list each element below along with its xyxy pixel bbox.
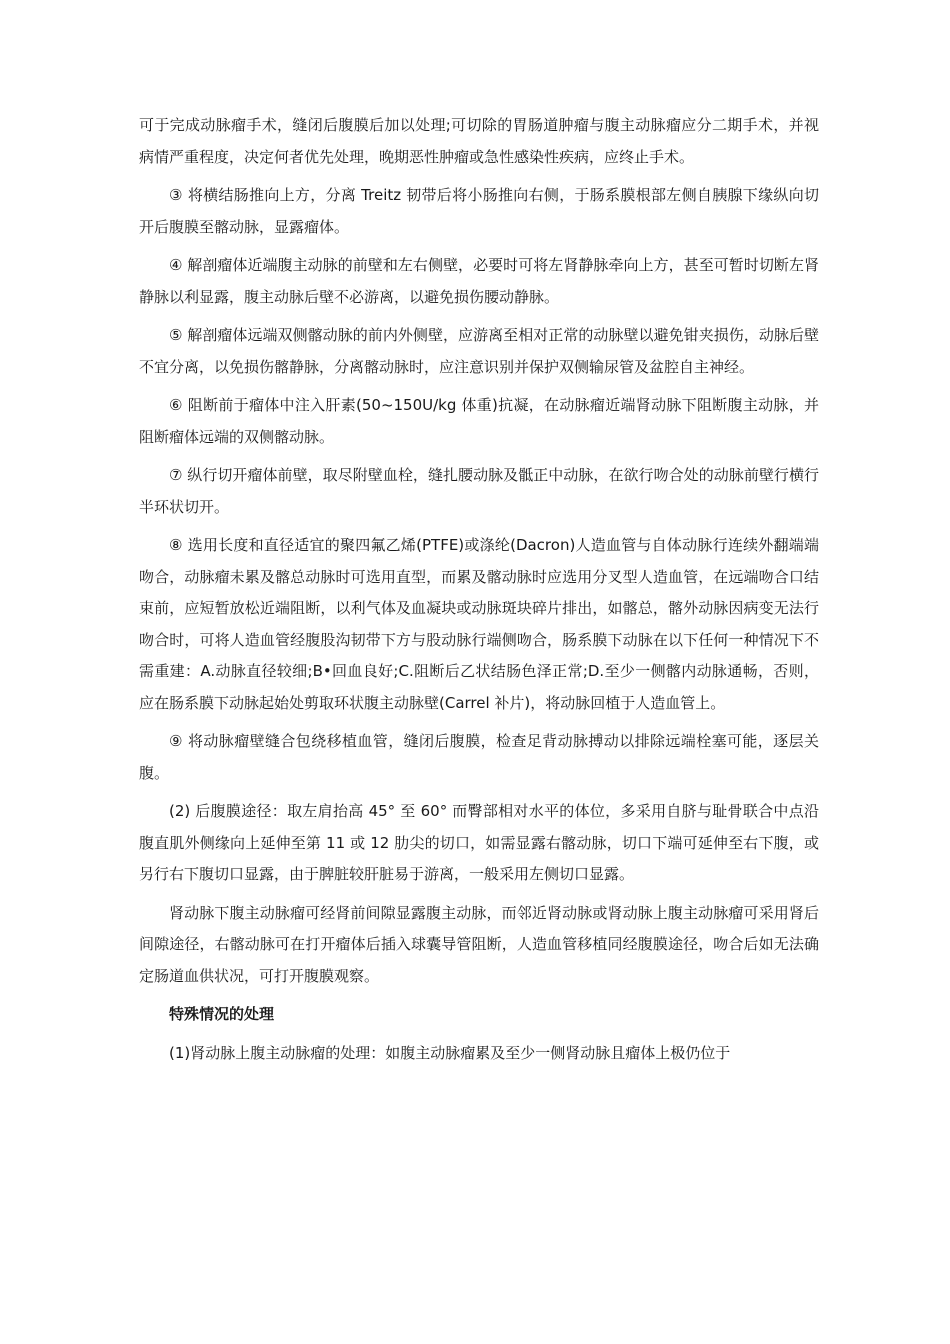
document-page	[139, 110, 819, 1076]
paragraph-step-3: ③ 将横结肠推向上方，分离 Treitz 韧带后将小肠推向右侧，于肠系膜根部左侧自胰腺下缘纵向切开后腹膜至髂动脉，显露瘤体。	[139, 186, 819, 236]
paragraph-step-9: ⑨ 将动脉瘤壁缝合包绕移植血管，缝闭后腹膜，检查足背动脉搏动以排除远端栓塞可能，逐层关腹。	[139, 732, 819, 782]
paragraph-step-8: ⑧ 选用长度和直径适宜的聚四氟乙烯(PTFE)或涤纶(Dacron)人造血管与自体动脉行连续外翻端端吻合，动脉瘤未累及髂总动脉时可选用直型，而累及髂动脉时应选用分叉型人造血管，在远端吻合口结束前，应短暂放松近端阻断，以利气体及血凝块或动脉斑块碎片排出，如髂总，髂外动脉因病变无法行吻合时，可将人造血管经腹股沟韧带下方与股动脉行端侧吻合，肠系膜下动脉在以下任何一种情况下不需重建：A.动脉直径较细;B•回血良好;C.阻断后乙状结肠色泽正常;D.至少一侧髂内动脉通畅，否则，应在肠系膜下动脉起始处剪取环状腹主动脉壁(Carrel 补片)，将动脉回植于人造血管上。	[139, 536, 819, 712]
paragraph-step-7: ⑦ 纵行切开瘤体前壁，取尽附壁血栓，缝扎腰动脉及骶正中动脉，在欲行吻合处的动脉前壁行横行半环状切开。	[139, 466, 819, 516]
paragraph-retroperitoneal: (2) 后腹膜途径：取左肩抬高 45° 至 60° 而臀部相对水平的体位，多采用自脐与耻骨联合中点沿腹直肌外侧缘向上延伸至第 11 或 12 肋尖的切口，如需显露右髂动脉，切口下端可延伸至右下腹，或另行右下腹切口显露，由于脾脏较肝脏易于游离，一般采用左侧切口显露。	[139, 802, 819, 883]
paragraph-renal-approach: 肾动脉下腹主动脉瘤可经肾前间隙显露腹主动脉，而邻近肾动脉或肾动脉上腹主动脉瘤可采用肾后间隙途径，右髂动脉可在打开瘤体后插入球囊导管阻断，人造血管移植同经腹膜途径，吻合后如无法确定肠道血供状况，可打开腹膜观察。	[139, 903, 819, 985]
paragraph-step-5: ⑤ 解剖瘤体远端双侧髂动脉的前内外侧壁，应游离至相对正常的动脉壁以避免钳夹损伤，动脉后壁不宜分离，以免损伤髂静脉，分离髂动脉时，应注意识别并保护双侧输尿管及盆腔自主神经。	[139, 326, 819, 376]
paragraph-step-6: ⑥ 阻断前于瘤体中注入肝素(50~150U/kg 体重)抗凝，在动脉瘤近端肾动脉下阻断腹主动脉，并阻断瘤体远端的双侧髂动脉。	[139, 396, 819, 446]
paragraph-intro: 可于完成动脉瘤手术，缝闭后腹膜后加以处理;可切除的胃肠道肿瘤与腹主动脉瘤应分二期手术，并视病情严重程度，决定何者优先处理，晚期恶性肿瘤或急性感染性疾病，应终止手术。	[139, 116, 819, 166]
section-heading: 特殊情况的处理	[169, 1005, 275, 1023]
paragraph-step-4: ④ 解剖瘤体近端腹主动脉的前壁和左右侧壁，必要时可将左肾静脉牵向上方，甚至可暂时切断左肾静脉以利显露，腹主动脉后壁不必游离，以避免损伤腰动静脉。	[139, 256, 819, 306]
paragraph-special-case-1: (1)肾动脉上腹主动脉瘤的处理：如腹主动脉瘤累及至少一侧肾动脉且瘤体上极仍位于	[169, 1043, 731, 1062]
